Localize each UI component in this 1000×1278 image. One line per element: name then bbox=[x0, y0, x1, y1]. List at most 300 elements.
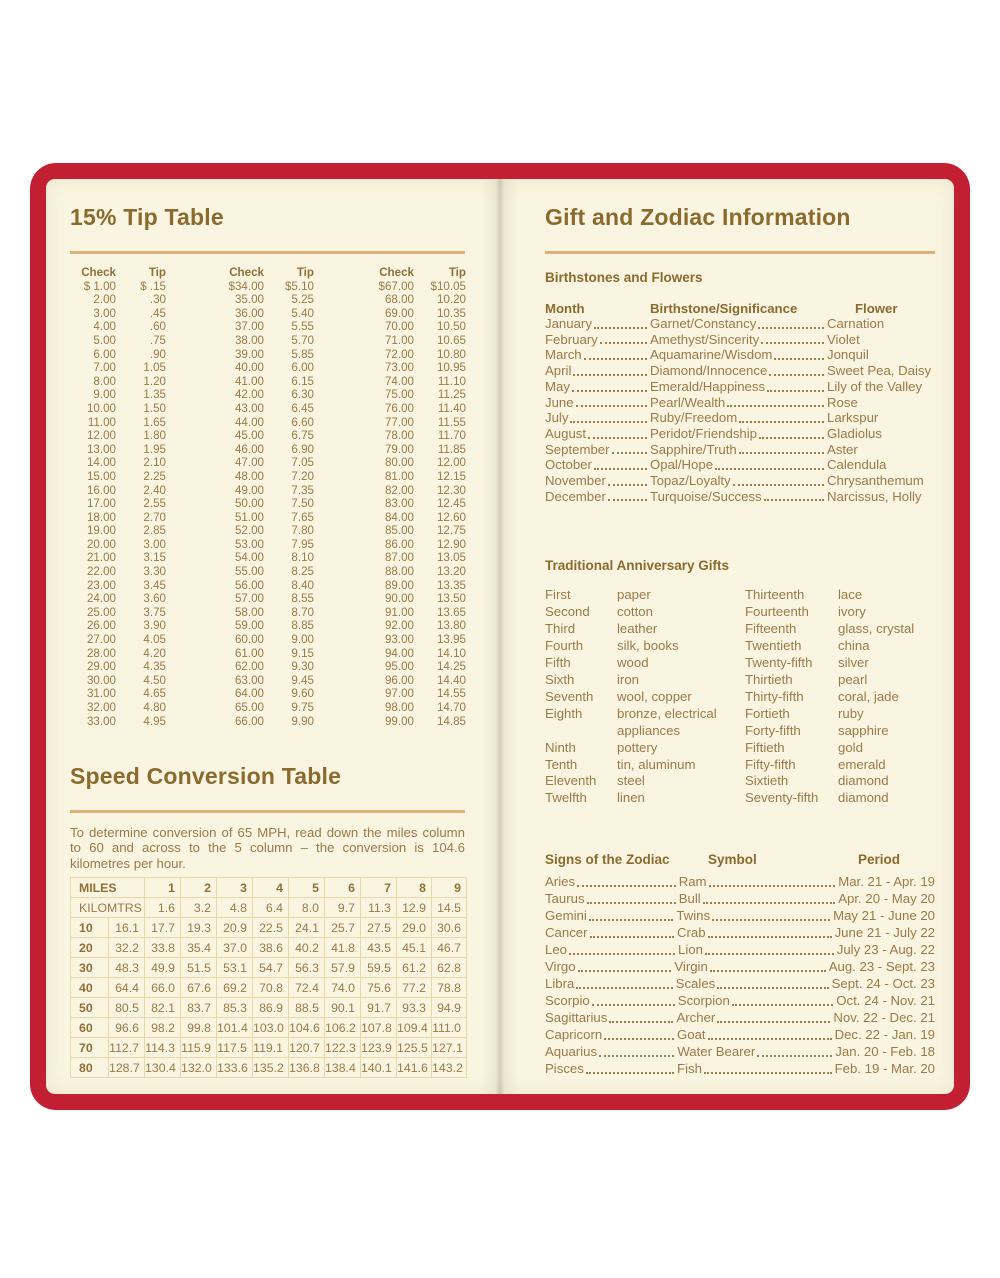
check-amount-cell: 54.00 bbox=[234, 551, 264, 565]
zodiac-symbol-label: Lion bbox=[678, 942, 703, 958]
kilometres-value-cell: 140.1 bbox=[361, 1058, 397, 1078]
kilometres-value-cell: 120.7 bbox=[289, 1038, 325, 1058]
speed-table-row bbox=[71, 1018, 467, 1038]
tip-amount-cell: 4.20 bbox=[143, 646, 166, 660]
kilometres-value-cell: 82.1 bbox=[145, 998, 181, 1018]
tip-amount-cell: 14.55 bbox=[436, 687, 466, 701]
dot-leader bbox=[757, 1055, 832, 1057]
zodiac-period-label: Feb. 19 - Mar. 20 bbox=[834, 1061, 935, 1077]
speed-table-row bbox=[71, 958, 467, 978]
kilometres-value-cell: 123.9 bbox=[361, 1038, 397, 1058]
kilometres-value-cell: 96.6 bbox=[109, 1018, 145, 1038]
tip-amount-cell: 6.45 bbox=[291, 401, 314, 415]
tip-amount-cell: 4.65 bbox=[143, 687, 166, 701]
tip-amount-cell: 8.85 bbox=[291, 619, 314, 633]
check-amount-cell: 7.00 bbox=[93, 361, 116, 375]
tip-amount-cell: 7.95 bbox=[291, 537, 314, 551]
check-amount-cell: 8.00 bbox=[93, 374, 116, 388]
check-amount-cell: 51.00 bbox=[234, 510, 264, 524]
tip-amount-cell: 11.55 bbox=[437, 415, 466, 429]
gift-name: ivory bbox=[838, 604, 866, 620]
dot-leader bbox=[569, 953, 675, 955]
tip-amount-cell: 3.30 bbox=[143, 565, 166, 579]
page-spread bbox=[46, 179, 954, 1094]
check-amount-cell: 2.00 bbox=[93, 293, 116, 307]
check-amount-cell: 23.00 bbox=[86, 578, 116, 592]
kilometres-value-cell: 98.2 bbox=[145, 1018, 181, 1038]
tip-table-row bbox=[70, 565, 466, 579]
tip-amount-cell: 6.60 bbox=[291, 415, 314, 429]
tip-table-row bbox=[70, 551, 466, 565]
kilometres-value-cell: 85.3 bbox=[217, 998, 253, 1018]
miles-digit-header-cell: 1 bbox=[145, 878, 181, 898]
miles-digit-header-cell: 8 bbox=[397, 878, 432, 898]
check-amount-cell: 94.00 bbox=[384, 646, 414, 660]
birthstone-row bbox=[545, 332, 935, 348]
tip-amount-cell: 6.30 bbox=[291, 388, 314, 402]
gift-ordinal: First bbox=[545, 587, 571, 603]
check-amount-cell: 21.00 bbox=[86, 551, 116, 565]
zodiac-sign-label: Scorpio bbox=[545, 993, 590, 1009]
gift-row bbox=[545, 587, 935, 604]
check-amount-cell: 71.00 bbox=[384, 333, 414, 347]
tip-table-row bbox=[70, 701, 466, 715]
tip-amount-cell: 3.60 bbox=[143, 592, 166, 606]
dot-leader bbox=[709, 885, 836, 887]
check-amount-cell: 55.00 bbox=[234, 565, 264, 579]
check-amount-cell: 3.00 bbox=[93, 306, 116, 320]
kilometres-value-cell: 122.3 bbox=[325, 1038, 361, 1058]
gift-ordinal: Second bbox=[545, 604, 590, 620]
kilometres-value-cell: 74.0 bbox=[325, 978, 361, 998]
tip-amount-cell: 12.15 bbox=[436, 469, 466, 483]
dot-leader bbox=[769, 374, 824, 376]
check-amount-cell: $ 1.00 bbox=[83, 279, 116, 293]
birthstones-heading: Birthstones and Flowers bbox=[545, 270, 703, 285]
tip-table-row bbox=[70, 592, 466, 606]
month-label: April bbox=[545, 363, 572, 379]
kilometres-value-cell: 49.9 bbox=[145, 958, 181, 978]
tip-amount-cell: 13.95 bbox=[436, 633, 466, 647]
tip-table-row bbox=[70, 524, 466, 538]
gift-ordinal bbox=[545, 723, 617, 740]
check-amount-cell: 9.00 bbox=[93, 388, 116, 402]
kilometres-value-cell: 33.8 bbox=[145, 938, 181, 958]
kilometres-value-cell: 141.6 bbox=[397, 1058, 432, 1078]
gift-name: ruby bbox=[838, 705, 864, 721]
dot-leader bbox=[576, 987, 672, 989]
dot-leader bbox=[590, 936, 674, 938]
birthstone-label: Amethyst/Sincerity bbox=[650, 331, 760, 347]
gift-name: diamond bbox=[838, 773, 889, 789]
check-amount-cell: 27.00 bbox=[86, 633, 116, 647]
check-amount-cell: 57.00 bbox=[234, 592, 264, 606]
tip-col-header: Tip bbox=[448, 266, 466, 279]
tip-amount-cell: 3.75 bbox=[143, 605, 166, 619]
birthstone-row bbox=[545, 426, 935, 442]
birthstone-label: Aquamarine/Wisdom bbox=[650, 347, 773, 363]
check-amount-cell: 61.00 bbox=[234, 646, 264, 660]
kilometres-row bbox=[71, 898, 467, 918]
check-amount-cell: 48.00 bbox=[234, 469, 264, 483]
check-amount-cell: 81.00 bbox=[384, 469, 414, 483]
gift-ordinal: Fifty-fifth bbox=[745, 756, 796, 772]
dot-leader bbox=[570, 421, 647, 423]
dot-leader bbox=[739, 452, 824, 454]
miles-row-label-cell: 60 bbox=[71, 1018, 109, 1038]
tip-amount-cell: 1.20 bbox=[143, 374, 166, 388]
zodiac-symbol-label: Scorpion bbox=[677, 993, 730, 1009]
gift-row bbox=[545, 621, 935, 638]
flower-label: Sweet Pea, Daisy bbox=[827, 363, 932, 379]
tip-amount-cell: 2.25 bbox=[143, 469, 166, 483]
check-amount-cell: 79.00 bbox=[384, 442, 414, 456]
kilometres-value-cell: 53.1 bbox=[217, 958, 253, 978]
tip-table-row bbox=[70, 361, 466, 375]
gift-ordinal: Forty-fifth bbox=[745, 722, 801, 738]
dot-leader bbox=[759, 437, 824, 439]
check-amount-cell: 19.00 bbox=[86, 524, 116, 538]
check-amount-cell: 45.00 bbox=[234, 429, 264, 443]
tip-amount-cell: 6.15 bbox=[291, 374, 314, 388]
flower-label: Jonquil bbox=[827, 347, 869, 363]
check-amount-cell: 18.00 bbox=[86, 510, 116, 524]
check-amount-cell: 80.00 bbox=[384, 456, 414, 470]
gift-row bbox=[545, 655, 935, 672]
tip-col-header: Tip bbox=[148, 266, 166, 279]
check-amount-cell: 86.00 bbox=[384, 537, 414, 551]
gift-ordinal: Thirtieth bbox=[745, 671, 793, 687]
kilometres-value-cell: 94.9 bbox=[432, 998, 467, 1018]
kilometres-value-cell: 45.1 bbox=[397, 938, 432, 958]
dot-leader bbox=[573, 374, 647, 376]
kilometres-value-cell: 138.4 bbox=[325, 1058, 361, 1078]
gift-row bbox=[545, 672, 935, 689]
check-amount-cell: 17.00 bbox=[86, 497, 116, 511]
check-amount-cell: 31.00 bbox=[86, 687, 116, 701]
tip-table-title: 15% Tip Table bbox=[70, 204, 224, 230]
dot-leader bbox=[599, 1055, 674, 1057]
month-label: May bbox=[545, 378, 570, 394]
dot-leader bbox=[761, 342, 824, 344]
kilometres-value-cell: 80.5 bbox=[109, 998, 145, 1018]
kilometres-value-cell: 112.7 bbox=[109, 1038, 145, 1058]
speed-table-row bbox=[71, 998, 467, 1018]
flower-label: Lily of the Valley bbox=[827, 378, 923, 394]
tip-amount-cell: 1.50 bbox=[143, 401, 166, 415]
gift-name: bronze, electrical bbox=[617, 705, 717, 721]
check-amount-cell: 95.00 bbox=[384, 660, 414, 674]
kilometres-value-cell: 86.9 bbox=[253, 998, 289, 1018]
check-amount-cell: 83.00 bbox=[384, 497, 414, 511]
zodiac-period-label: Sept. 24 - Oct. 23 bbox=[831, 976, 935, 992]
birthstone-row bbox=[545, 363, 935, 379]
birthstone-label: Pearl/Wealth bbox=[650, 394, 726, 410]
kilometres-value-cell: 72.4 bbox=[289, 978, 325, 998]
gift-row bbox=[545, 706, 935, 723]
kilometres-value-cell: 17.7 bbox=[145, 918, 181, 938]
kilometres-value-cell: 12.9 bbox=[397, 898, 432, 918]
check-amount-cell: 75.00 bbox=[384, 388, 414, 402]
gift-name: linen bbox=[617, 790, 645, 806]
tip-amount-cell: 10.80 bbox=[436, 347, 466, 361]
kilometres-value-cell: 61.2 bbox=[397, 958, 432, 978]
tip-amount-cell: 11.25 bbox=[437, 388, 466, 402]
tip-amount-cell: .45 bbox=[149, 306, 166, 320]
zodiac-period-label: Jan. 20 - Feb. 18 bbox=[835, 1044, 935, 1060]
miles-row-label-cell: 30 bbox=[71, 958, 109, 978]
check-amount-cell: 98.00 bbox=[384, 701, 414, 714]
gift-ordinal: Fourteenth bbox=[745, 604, 809, 620]
zodiac-row bbox=[545, 941, 935, 958]
kilometres-value-cell: 37.0 bbox=[217, 938, 253, 958]
kilometres-value-cell: 115.9 bbox=[181, 1038, 217, 1058]
tip-amount-cell: .60 bbox=[149, 320, 166, 334]
dot-leader bbox=[577, 885, 676, 887]
tip-amount-cell: $5.10 bbox=[284, 279, 314, 293]
zodiac-period-label: Nov. 22 - Dec. 21 bbox=[833, 1010, 935, 1026]
kilometres-value-cell: 32.2 bbox=[109, 938, 145, 958]
tip-amount-cell: 14.40 bbox=[436, 673, 466, 687]
dot-leader bbox=[612, 452, 647, 454]
check-col-header: Check bbox=[81, 266, 116, 279]
check-amount-cell: 50.00 bbox=[234, 497, 264, 511]
tip-amount-cell: 2.85 bbox=[143, 524, 166, 538]
zodiac-sign-label: Cancer bbox=[545, 925, 588, 941]
tip-amount-cell: 1.65 bbox=[143, 415, 166, 429]
check-amount-cell: 78.00 bbox=[384, 429, 414, 443]
zodiac-sign-col-header: Signs of the Zodiac bbox=[545, 852, 670, 868]
zodiac-row bbox=[545, 924, 935, 941]
gift-name: appliances bbox=[617, 722, 681, 738]
tip-table-row bbox=[70, 402, 466, 416]
birthstone-label: Topaz/Loyalty bbox=[650, 473, 731, 489]
kilometres-value-cell: 136.8 bbox=[289, 1058, 325, 1078]
check-amount-cell: 33.00 bbox=[86, 714, 116, 728]
kilometres-value-cell: 128.7 bbox=[109, 1058, 145, 1078]
tip-amount-cell: 6.90 bbox=[291, 442, 314, 456]
dot-leader bbox=[708, 1038, 832, 1040]
check-amount-cell: 97.00 bbox=[384, 687, 414, 701]
month-label: February bbox=[545, 331, 598, 347]
gift-name: silver bbox=[838, 655, 869, 671]
check-amount-cell: 26.00 bbox=[86, 619, 116, 633]
check-amount-cell: 15.00 bbox=[86, 469, 116, 483]
gift-row bbox=[545, 773, 935, 790]
zodiac-sign-label: Pisces bbox=[545, 1061, 584, 1077]
check-amount-cell: 56.00 bbox=[234, 578, 264, 592]
tip-col-header: Tip bbox=[296, 266, 314, 279]
kilometres-value-cell: 11.3 bbox=[361, 898, 397, 918]
kilometres-value-cell: 75.6 bbox=[361, 978, 397, 998]
tip-amount-cell: 3.45 bbox=[143, 578, 166, 592]
zodiac-row bbox=[545, 958, 935, 975]
title-rule bbox=[545, 251, 935, 254]
left-page bbox=[46, 179, 500, 1094]
speed-table-body bbox=[71, 878, 467, 1078]
check-amount-cell: 41.00 bbox=[234, 374, 264, 388]
zodiac-period-label: Aug. 23 - Sept. 23 bbox=[828, 959, 935, 975]
gift-name: sapphire bbox=[838, 722, 889, 738]
check-amount-cell: 24.00 bbox=[86, 592, 116, 606]
zodiac-row bbox=[545, 1026, 935, 1043]
miles-row-label-cell: 40 bbox=[71, 978, 109, 998]
tip-amount-cell: 14.70 bbox=[436, 701, 466, 714]
gift-ordinal: Seventh bbox=[545, 688, 594, 704]
check-amount-cell: 96.00 bbox=[384, 673, 414, 687]
gift-ordinal: Eleventh bbox=[545, 773, 597, 789]
kilometres-value-cell: 6.4 bbox=[253, 898, 289, 918]
tip-amount-cell: $ .15 bbox=[140, 279, 166, 293]
right-page bbox=[500, 179, 954, 1094]
birthstone-label: Diamond/Innocence bbox=[650, 363, 768, 379]
tip-table-row bbox=[70, 511, 466, 525]
check-amount-cell: 58.00 bbox=[234, 605, 264, 619]
tip-table-row bbox=[70, 660, 466, 674]
gift-name: pottery bbox=[617, 739, 658, 755]
gift-row bbox=[545, 790, 935, 807]
tip-amount-cell: 9.15 bbox=[291, 646, 314, 660]
tip-amount-cell: 10.65 bbox=[436, 333, 466, 347]
title-rule bbox=[70, 251, 465, 254]
kilometres-value-cell: 3.2 bbox=[181, 898, 217, 918]
zodiac-period-label: June 21 - July 22 bbox=[834, 925, 935, 941]
kilometres-value-cell: 30.6 bbox=[432, 918, 467, 938]
dot-leader bbox=[710, 970, 826, 972]
tip-amount-cell: $10.05 bbox=[430, 279, 466, 293]
kilometres-value-cell: 117.5 bbox=[217, 1038, 253, 1058]
check-amount-cell: 12.00 bbox=[86, 429, 116, 443]
kilometres-value-cell: 41.8 bbox=[325, 938, 361, 958]
gift-name: china bbox=[838, 638, 870, 654]
kilometres-value-cell: 133.6 bbox=[217, 1058, 253, 1078]
tip-amount-cell: 10.95 bbox=[436, 361, 466, 375]
kilometres-value-cell: 90.1 bbox=[325, 998, 361, 1018]
tip-amount-cell: 11.10 bbox=[437, 374, 466, 388]
check-amount-cell: 14.00 bbox=[86, 456, 116, 470]
gift-name: emerald bbox=[838, 756, 886, 772]
zodiac-symbol-label: Ram bbox=[678, 874, 707, 890]
check-amount-cell: 4.00 bbox=[93, 320, 116, 334]
kilometres-value-cell: 70.8 bbox=[253, 978, 289, 998]
kilometres-value-cell: 27.5 bbox=[361, 918, 397, 938]
birthstone-row bbox=[545, 442, 935, 458]
birthstone-row bbox=[545, 489, 935, 505]
tip-amount-cell: 7.65 bbox=[291, 510, 314, 524]
gift-row bbox=[545, 638, 935, 655]
gift-name: tin, aluminum bbox=[617, 756, 696, 772]
gift-row bbox=[545, 723, 935, 740]
gift-ordinal: Fiftieth bbox=[745, 739, 785, 755]
dot-leader bbox=[733, 484, 824, 486]
check-amount-cell: 82.00 bbox=[384, 483, 414, 497]
check-amount-cell: 32.00 bbox=[86, 701, 116, 714]
flower-label: Calendula bbox=[827, 457, 887, 473]
tip-table-row bbox=[70, 470, 466, 484]
tip-amount-cell: 5.55 bbox=[291, 320, 314, 334]
gift-row bbox=[545, 604, 935, 621]
gift-name: steel bbox=[617, 773, 645, 789]
miles-row-label-cell: 50 bbox=[71, 998, 109, 1018]
check-amount-cell: 5.00 bbox=[93, 333, 116, 347]
kilometres-value-cell: 62.8 bbox=[432, 958, 467, 978]
zodiac-period-label: July 23 - Aug. 22 bbox=[836, 942, 935, 958]
check-amount-cell: 38.00 bbox=[234, 333, 264, 347]
tip-amount-cell: 8.10 bbox=[291, 551, 314, 565]
zodiac-period-label: Dec. 22 - Jan. 19 bbox=[834, 1027, 935, 1043]
kilometres-value-cell: 132.0 bbox=[181, 1058, 217, 1078]
check-amount-cell: 91.00 bbox=[384, 605, 414, 619]
tip-table-row bbox=[70, 334, 466, 348]
zodiac-sign-label: Gemini bbox=[545, 908, 587, 924]
dot-leader bbox=[715, 468, 824, 470]
speed-table-row bbox=[71, 1058, 467, 1078]
dot-leader bbox=[584, 358, 647, 360]
check-amount-cell: 20.00 bbox=[86, 537, 116, 551]
check-amount-cell: 36.00 bbox=[234, 306, 264, 320]
kilometres-value-cell: 59.5 bbox=[361, 958, 397, 978]
gift-ordinal: Seventy-fifth bbox=[745, 790, 819, 806]
dot-leader bbox=[578, 970, 672, 972]
flower-col-header: Flower bbox=[855, 301, 898, 316]
check-amount-cell: 52.00 bbox=[234, 524, 264, 538]
check-amount-cell: 6.00 bbox=[93, 347, 116, 361]
zodiac-sign-label: Sagittarius bbox=[545, 1010, 608, 1026]
dot-leader bbox=[764, 499, 824, 501]
gift-zodiac-title: Gift and Zodiac Information bbox=[545, 204, 851, 230]
kilometres-value-cell: 107.8 bbox=[361, 1018, 397, 1038]
kilometres-value-cell: 20.9 bbox=[217, 918, 253, 938]
check-amount-cell: 40.00 bbox=[234, 361, 264, 375]
gift-row bbox=[545, 740, 935, 757]
check-amount-cell: 90.00 bbox=[384, 592, 414, 606]
kilometres-value-cell: 9.7 bbox=[325, 898, 361, 918]
month-col-header: Month bbox=[545, 301, 585, 316]
tip-amount-cell: 6.00 bbox=[291, 361, 314, 375]
kilometres-value-cell: 127.1 bbox=[432, 1038, 467, 1058]
tip-table-row bbox=[70, 497, 466, 511]
tip-amount-cell: 14.85 bbox=[436, 714, 466, 728]
tip-amount-cell: 8.55 bbox=[291, 592, 314, 606]
birthstone-row bbox=[545, 410, 935, 426]
check-amount-cell: 64.00 bbox=[234, 687, 264, 701]
kilometres-value-cell: 93.3 bbox=[397, 998, 432, 1018]
tip-amount-cell: 6.75 bbox=[291, 429, 314, 443]
month-label: March bbox=[545, 347, 582, 363]
tip-amount-cell: 1.95 bbox=[143, 442, 166, 456]
tip-amount-cell: 5.40 bbox=[291, 306, 314, 320]
check-amount-cell: 84.00 bbox=[384, 510, 414, 524]
miles-digit-header-cell: 3 bbox=[217, 878, 253, 898]
check-amount-cell: $67.00 bbox=[378, 279, 414, 293]
dot-leader bbox=[587, 902, 676, 904]
gift-row bbox=[545, 757, 935, 774]
tip-amount-cell: 13.35 bbox=[436, 578, 466, 592]
tip-amount-cell: 7.80 bbox=[291, 524, 314, 538]
miles-digit-header-cell: 5 bbox=[289, 878, 325, 898]
zodiac-symbol-label: Water Bearer bbox=[677, 1044, 756, 1060]
tip-table-row bbox=[70, 619, 466, 633]
dot-leader bbox=[594, 468, 647, 470]
check-amount-cell: 25.00 bbox=[86, 605, 116, 619]
dot-leader bbox=[758, 327, 824, 329]
tip-amount-cell: 3.15 bbox=[143, 551, 166, 565]
kilometres-value-cell: 29.0 bbox=[397, 918, 432, 938]
birthstone-label: Garnet/Constancy bbox=[650, 316, 757, 331]
gift-ordinal: Twelfth bbox=[545, 790, 587, 806]
tip-table-row bbox=[70, 484, 466, 498]
tip-table-row bbox=[70, 429, 466, 443]
